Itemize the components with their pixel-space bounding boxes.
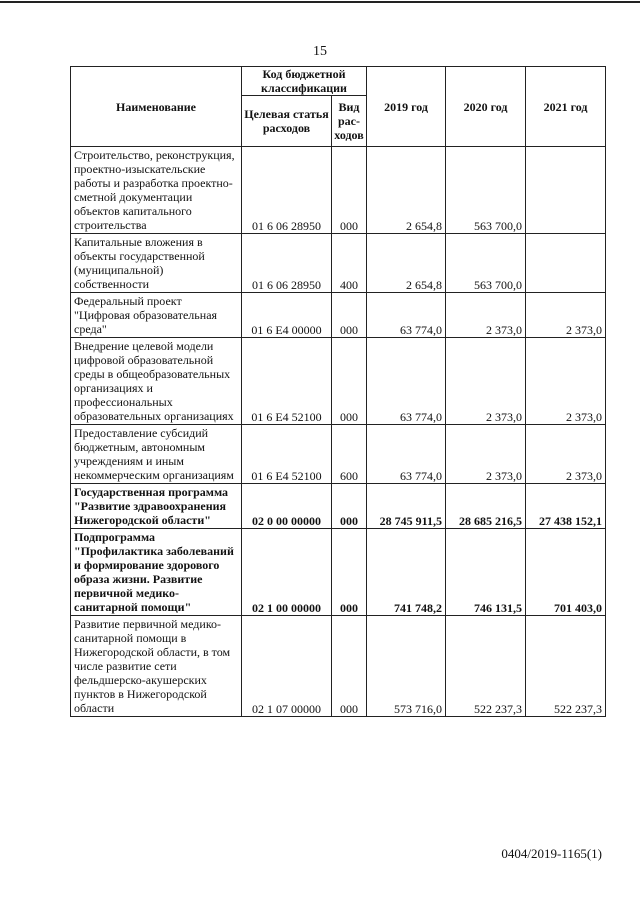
row-2021: 522 237,3 bbox=[526, 616, 606, 717]
row-2020: 2 373,0 bbox=[446, 338, 526, 425]
top-border-line bbox=[0, 1, 640, 3]
budget-table bbox=[70, 66, 606, 717]
row-code: 01 6 Е4 52100 bbox=[242, 425, 332, 484]
row-2019: 63 774,0 bbox=[367, 338, 446, 425]
row-2020: 563 700,0 bbox=[446, 147, 526, 234]
row-name: Развитие первичной медико-санитарной помощи в Нижегородской области, в том числе развитие сети фельдшерско-акушерских пунктов в Нижегородской области bbox=[71, 616, 242, 717]
row-expense-type: 000 bbox=[332, 484, 367, 529]
row-code: 01 6 06 28950 bbox=[242, 234, 332, 293]
row-2021: 2 373,0 bbox=[526, 338, 606, 425]
table-row bbox=[71, 293, 606, 338]
row-name: Федеральный проект "Цифровая образовательная среда" bbox=[71, 293, 242, 338]
row-expense-type: 000 bbox=[332, 529, 367, 616]
header-code-group: Код бюджетной классификации bbox=[242, 67, 367, 96]
row-2019: 63 774,0 bbox=[367, 293, 446, 338]
row-code: 01 6 06 28950 bbox=[242, 147, 332, 234]
row-name: Внедрение целевой модели цифровой образовательной среды в общеобразовательных организациях и профессиональных образовательных организациях bbox=[71, 338, 242, 425]
header-name: Наименование bbox=[71, 67, 242, 147]
table-row bbox=[71, 484, 606, 529]
row-2020: 746 131,5 bbox=[446, 529, 526, 616]
row-expense-type: 000 bbox=[332, 616, 367, 717]
table-row bbox=[71, 425, 606, 484]
row-2019: 63 774,0 bbox=[367, 425, 446, 484]
row-code: 02 1 07 00000 bbox=[242, 616, 332, 717]
table-row bbox=[71, 338, 606, 425]
row-name: Подпрограмма "Профилактика заболеваний и формирование здорового образа жизни. Развитие первичной медико-санитарной помощи" bbox=[71, 529, 242, 616]
row-2020: 2 373,0 bbox=[446, 425, 526, 484]
row-2021: 27 438 152,1 bbox=[526, 484, 606, 529]
row-2020: 563 700,0 bbox=[446, 234, 526, 293]
table-row bbox=[71, 616, 606, 717]
row-2021 bbox=[526, 147, 606, 234]
header-expense-type: Вид рас-ходов bbox=[332, 96, 367, 147]
header-2019: 2019 год bbox=[367, 67, 446, 147]
row-code: 01 6 Е4 52100 bbox=[242, 338, 332, 425]
header-target-article: Целевая статья расходов bbox=[242, 96, 332, 147]
document-code: 0404/2019-1165(1) bbox=[501, 846, 602, 861]
row-name: Строительство, реконструкция, проектно-изыскательские работы и разработка проектно-сметной документации объектов капитального строительства bbox=[71, 147, 242, 234]
header-2020: 2020 год bbox=[446, 67, 526, 147]
row-expense-type: 000 bbox=[332, 293, 367, 338]
row-code: 01 6 Е4 00000 bbox=[242, 293, 332, 338]
row-2019: 573 716,0 bbox=[367, 616, 446, 717]
page-number: 15 bbox=[313, 44, 327, 59]
row-expense-type: 000 bbox=[332, 147, 367, 234]
row-name: Государственная программа "Развитие здравоохранения Нижегородской области" bbox=[71, 484, 242, 529]
row-name: Предоставление субсидий бюджетным, автономным учреждениям и иным некоммерческим организациям bbox=[71, 425, 242, 484]
row-2019: 741 748,2 bbox=[367, 529, 446, 616]
row-2021: 2 373,0 bbox=[526, 425, 606, 484]
row-expense-type: 000 bbox=[332, 338, 367, 425]
row-expense-type: 400 bbox=[332, 234, 367, 293]
table-row bbox=[71, 529, 606, 616]
row-2019: 28 745 911,5 bbox=[367, 484, 446, 529]
row-name: Капитальные вложения в объекты государственной (муниципальной) собственности bbox=[71, 234, 242, 293]
row-2021: 2 373,0 bbox=[526, 293, 606, 338]
row-2020: 28 685 216,5 bbox=[446, 484, 526, 529]
row-expense-type: 600 bbox=[332, 425, 367, 484]
table-row bbox=[71, 234, 606, 293]
row-2020: 2 373,0 bbox=[446, 293, 526, 338]
row-2021 bbox=[526, 234, 606, 293]
header-2021: 2021 год bbox=[526, 67, 606, 147]
row-2019: 2 654,8 bbox=[367, 234, 446, 293]
row-code: 02 0 00 00000 bbox=[242, 484, 332, 529]
row-code: 02 1 00 00000 bbox=[242, 529, 332, 616]
row-2019: 2 654,8 bbox=[367, 147, 446, 234]
table-row bbox=[71, 147, 606, 234]
row-2020: 522 237,3 bbox=[446, 616, 526, 717]
row-2021: 701 403,0 bbox=[526, 529, 606, 616]
